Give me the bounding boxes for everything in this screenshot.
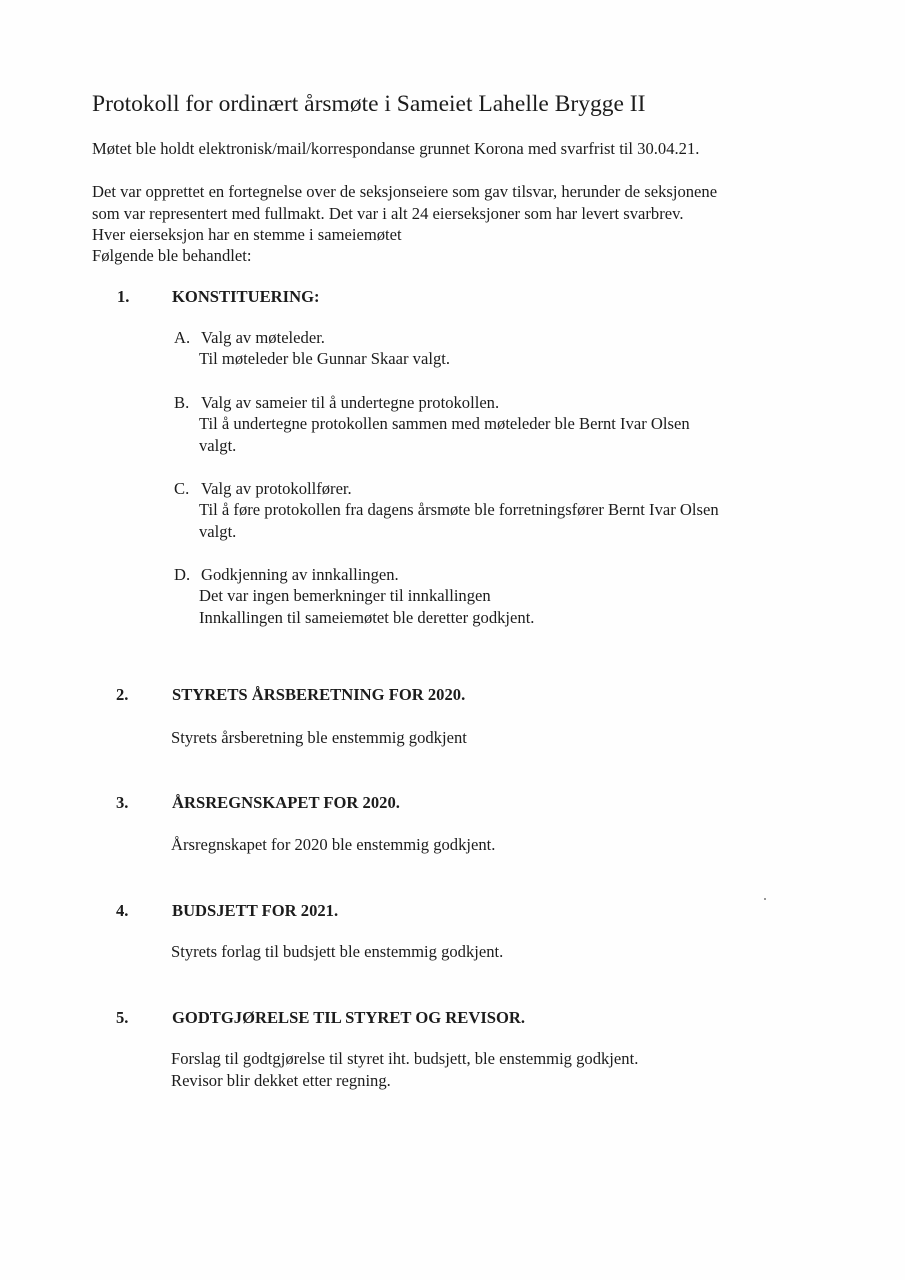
item-body: [199, 413, 690, 456]
item-title: Valg av møteleder.: [201, 328, 325, 347]
section-heading: GODTGJØRELSE TIL STYRET OG REVISOR.: [172, 1008, 526, 1027]
item-body-line: valgt.: [199, 521, 237, 541]
item-letter: C.: [174, 479, 190, 498]
section-body: [171, 727, 467, 749]
section-body-line: Forslag til godtgjørelse til styret iht. budsjett, ble enstemmig godkjent.: [171, 1049, 639, 1068]
section-body-line: Årsregnskapet for 2020 ble enstemmig godkjent.: [171, 835, 496, 854]
document-title: Protokoll for ordinært årsmøte i Sameiet Lahelle Brygge II: [92, 91, 646, 117]
section-heading: BUDSJETT FOR 2021.: [172, 901, 339, 920]
item-body-line: Innkallingen til sameiemøtet ble deretter godkjent.: [199, 607, 535, 627]
section-number: 4.: [116, 901, 129, 920]
section-body: [171, 941, 503, 963]
section-heading: KONSTITUERING:: [172, 287, 320, 306]
item-letter: B.: [174, 393, 190, 412]
intro-paragraph-line: Hver eierseksjon har en stemme i sameiemøtet: [92, 225, 402, 244]
item-body: [199, 499, 719, 542]
item-body: [199, 348, 450, 370]
item-body-line: Det var ingen bemerkninger til innkallingen: [199, 586, 491, 605]
item-body: [199, 585, 534, 628]
section-body: [171, 834, 495, 856]
intro-line: Møtet ble holdt elektronisk/mail/korrespondanse grunnet Korona med svarfrist til 30.04.21.: [92, 139, 700, 158]
section-body: [171, 1048, 638, 1092]
scan-speck: [764, 898, 766, 900]
item-body-line: valgt.: [199, 435, 237, 455]
section-body-line: Styrets årsberetning ble enstemmig godkjent: [171, 728, 467, 747]
section-number: 3.: [116, 793, 129, 812]
item-body-line: Til å undertegne protokollen sammen med møteleder ble Bernt Ivar Olsen: [199, 414, 690, 433]
item-body-line: Til å føre protokollen fra dagens årsmøte ble forretningsfører Bernt Ivar Olsen: [199, 500, 719, 519]
item-body-line: Til møteleder ble Gunnar Skaar valgt.: [199, 349, 451, 368]
section-body-line: Revisor blir dekket etter regning.: [171, 1071, 391, 1090]
intro-paragraph-line: som var representert med fullmakt. Det var i alt 24 eierseksjoner som har levert svarbrev.: [92, 204, 684, 223]
item-title: Godkjenning av innkallingen.: [201, 565, 399, 584]
section-body-line: Styrets forlag til budsjett ble enstemmig godkjent.: [171, 942, 504, 961]
intro-paragraph-line: Følgende ble behandlet:: [92, 246, 252, 265]
section-number: 2.: [116, 685, 129, 704]
section-number: 1.: [117, 287, 130, 306]
item-title: Valg av sameier til å undertegne protokollen.: [201, 393, 500, 412]
item-letter: D.: [174, 565, 191, 584]
section-number: 5.: [116, 1008, 129, 1027]
section-heading: STYRETS ÅRSBERETNING FOR 2020.: [172, 685, 466, 704]
item-letter: A.: [174, 328, 191, 347]
section-heading: ÅRSREGNSKAPET FOR 2020.: [172, 793, 400, 812]
intro-paragraph-line: Det var opprettet en fortegnelse over de seksjonseiere som gav tilsvar, herunder de seksjonene: [92, 182, 718, 201]
item-title: Valg av protokollfører.: [201, 479, 352, 498]
